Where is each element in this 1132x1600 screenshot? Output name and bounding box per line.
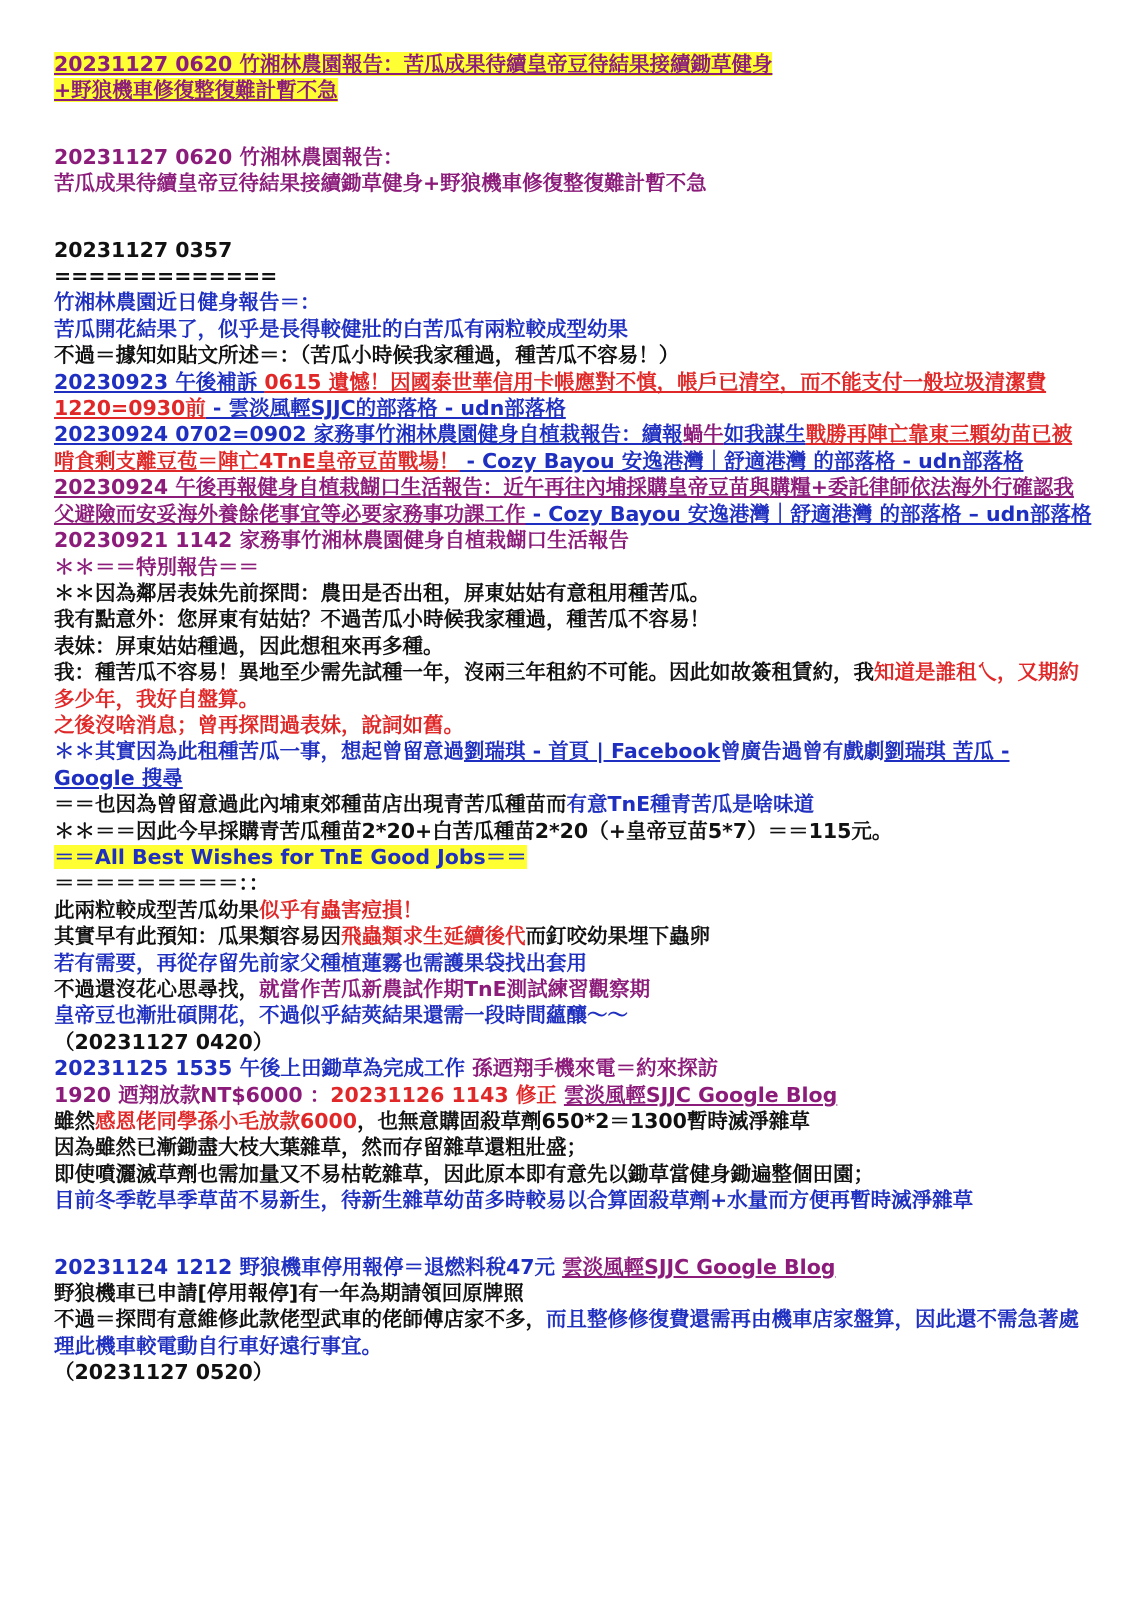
paragraph-line [54, 1082, 1092, 1108]
paragraph-line: 我有點意外：您屏東有姑姑？不過苦瓜小時候我家種過，種苦瓜不容易！ [54, 607, 710, 632]
divider: ============= [54, 264, 278, 289]
paragraph-line [54, 1055, 1092, 1081]
best-wishes-text: ＝＝All Best Wishes for TnE Good Jobs＝＝ [54, 844, 527, 869]
paragraph-emphasis: 而且整修修復費還需再由機車店家盤算，因此還不需急著處理此機車較電動自行車好遠行事宜。 [54, 1307, 1079, 1358]
paragraph-emphasis: 有意TnE種青苦瓜是啥味道 [566, 792, 815, 817]
blog-link-2-part-b[interactable]: 蝸牛 [682, 422, 724, 447]
blog-link-1[interactable] [54, 369, 1092, 422]
paragraph-emphasis: 孫迺翔手機來電＝約來探訪 [472, 1056, 719, 1081]
report-subheading: 苦瓜成果待續皇帝豆待結果接續鋤草健身+野狼機車修復整復難計暫不急 [54, 171, 707, 196]
paragraph-emphasis: 飛蟲類求生延續後代 [341, 924, 526, 949]
spacer [54, 104, 1092, 144]
blog-link-1-date[interactable]: 20230923 午後補訴 [54, 369, 265, 394]
spacer [54, 197, 1092, 237]
paragraph-emphasis: 20231126 1143 修正 [330, 1082, 557, 1107]
title-link-cont[interactable]: +野狼機車修復整復難計暫不急 [54, 78, 338, 103]
paragraph-line: 表妹：屏東姑姑種過，因此想租來再多種。 [54, 633, 444, 658]
paragraph-line [54, 976, 1092, 1002]
paragraph-line [54, 1108, 1092, 1134]
paragraph-text: 不過＝探問有意維修此款佬型武車的佬師傅店家不多， [54, 1307, 546, 1332]
google-blog-link[interactable]: 雲淡風輕SJJC Google Blog [563, 1082, 838, 1107]
paragraph-line: 野狼機車已申請[停用報停]有一年為期請領回原牌照 [54, 1281, 524, 1306]
paragraph-text: 不過還沒花心思尋找， [54, 977, 259, 1001]
facebook-link[interactable]: 劉瑞琪 - 首頁 | Facebook [464, 739, 721, 764]
paragraph-line: 皇帝豆也漸壯碩開花，不過似乎結莢結果還需一段時間蘊釀～～ [54, 1003, 628, 1028]
paragraph-text: 雖然 [54, 1109, 95, 1134]
paragraph-line [54, 897, 1092, 923]
timestamp: 20231127 0357 [54, 237, 233, 262]
title-line-1[interactable] [54, 51, 1092, 77]
spacer-text [557, 1083, 564, 1107]
paragraph-text: 而釘咬幼果埋下蟲卵 [525, 924, 710, 949]
paragraph-text: 20231124 1212 野狼機車停用報停＝退燃料稅47元 [54, 1254, 563, 1279]
paragraph-emphasis: 似乎有蟲害痘損！ [259, 897, 423, 922]
paragraph-line [54, 659, 1092, 712]
blog-link-2-source[interactable]: - Cozy Bayou 安逸港灣｜舒適港灣 的部落格 - udn部落格 [459, 448, 1024, 473]
blog-link-1-title[interactable]: 0615 遺憾！因國泰世華信用卡帳應對不慎，帳戶已清空，而不能支付一般垃圾清潔費1220=0930前 [54, 369, 1047, 421]
paragraph-line: 之後沒啥消息；曾再探問過表妹，說詞如舊。 [54, 712, 464, 737]
paragraph-line: 若有需要，再從存留先前家父種植蓮霧也需護果袋找出套用 [54, 950, 587, 975]
paragraph-text: ，也無意購固殺草劑650*2＝1300暫時滅淨雜草 [357, 1109, 810, 1134]
blog-link-3-source[interactable]: - Cozy Bayou 安逸港灣｜舒適港灣 的部落格 – udn部落格 [525, 501, 1092, 526]
blog-link-2-part-c[interactable]: 如我謀生 [723, 422, 806, 447]
paragraph-text: ＊＊其實因為此租種苦瓜一事，想起曾留意過 [54, 739, 464, 764]
special-report-label: ＊＊＝＝特別報告＝＝ [54, 554, 259, 579]
title-line-2[interactable] [54, 77, 1092, 103]
timestamp: （20231127 0420） [54, 1029, 274, 1054]
however-note: 不過＝據知如貼文所述＝：（苦瓜小時候我家種過，種苦瓜不容易！） [54, 343, 680, 368]
paragraph-line: 因為雖然已漸鋤盡大枝大葉雜草，然而存留雜草還粗壯盛； [54, 1135, 587, 1160]
paragraph-text: 此兩粒較成型苦瓜幼果 [54, 897, 259, 922]
paragraph-text: 其實早有此預知：瓜果類容易因 [54, 924, 341, 949]
blog-link-3[interactable] [54, 474, 1092, 527]
paragraph-line [54, 1254, 1092, 1280]
google-blog-link[interactable]: 雲淡風輕SJJC Google Blog [562, 1254, 836, 1279]
paragraph-emphasis: 就當作苦瓜新農試作期TnE測試練習觀察期 [259, 977, 651, 1001]
blog-link-2-part-a[interactable]: 20230924 0702=0902 家務事竹湘林農園健身自植栽報告：續報 [54, 422, 683, 447]
google-search-link[interactable]: 劉瑞琪 苦瓜 - Google 搜尋 [54, 739, 1010, 790]
blog-link-1-source[interactable]: - 雲淡風輕SJJC的部落格 - udn部落格 [205, 396, 566, 421]
paragraph-text: ＝＝也因為曾留意過此內埔東郊種苗店出現青苦瓜種苗而 [54, 792, 567, 817]
paragraph-text: 1920 迺翔放款NT$6000 ： [54, 1082, 331, 1107]
paragraph-line: ＊＊＝＝因此今早採購青苦瓜種苗2*20+白苦瓜種苗2*20（+皇帝豆苗5*7）＝＝115元。 [54, 818, 893, 843]
title-link[interactable]: 20231127 0620 竹湘林農園報告：苦瓜成果待續皇帝豆待結果接續鋤草健身 [54, 52, 773, 76]
bloom-report: 苦瓜開花結果了，似乎是長得較健壯的白苦瓜有兩粒較成型幼果 [54, 316, 628, 341]
blog-link-3-title[interactable]: 20230924 午後再報健身自植栽餬口生活報告：近午再往內埔採購皇帝豆苗與購糧+委託律師依法海外行確認我父避險而安妥海外養餘佬事宜等必要家務事功課工作 [54, 475, 1074, 526]
paragraph-line: 即使噴灑滅草劑也需加量又不易枯乾雜草，因此原本即有意先以鋤草當健身鋤遍整個田園； [54, 1161, 874, 1186]
paragraph-line [54, 923, 1092, 949]
paragraph-emphasis: 知道是誰租乀，又期約多少年，我好自盤算。 [54, 660, 1079, 711]
paragraph-line: ＊＊因為鄰居表妹先前探問：農田是否出租，屏東姑姑有意租用種苦瓜。 [54, 580, 710, 605]
spacer [54, 1214, 1092, 1254]
best-wishes [54, 844, 1092, 870]
paragraph-line [54, 738, 1092, 791]
paragraph-text: 曾廣告過曾有戲劇 [720, 739, 885, 764]
paragraph-line [54, 791, 1092, 817]
blog-link-2-part-d[interactable]: 戰勝再陣亡靠東三顆幼苗已被啃食剩支離豆苞＝陣亡4TnE皇帝豆苗戰場！ [54, 422, 1073, 473]
divider: ＝＝＝＝＝＝＝＝＝：： [54, 871, 270, 896]
paragraph-text: 20231125 1535 午後上田鋤草為完成工作 [54, 1056, 473, 1081]
paragraph-emphasis: 感恩佬同學孫小毛放款6000 [95, 1109, 358, 1134]
report-heading: 20231127 0620 竹湘林農園報告： [54, 144, 404, 169]
section-heading: 竹湘林農園近日健身報告＝： [54, 290, 321, 315]
timestamp: （20231127 0520） [54, 1360, 274, 1385]
paragraph-line: 目前冬季乾旱季草苗不易新生，待新生雜草幼苗多時較易以合算固殺草劑+水量而方便再暫時滅淨雜草 [54, 1188, 974, 1213]
paragraph-line [54, 1306, 1092, 1359]
special-report-title: 20230921 1142 家務事竹湘林農園健身自植栽餬口生活報告 [54, 528, 629, 553]
blog-link-2[interactable] [54, 421, 1092, 474]
paragraph-text: 我：種苦瓜不容易！異地至少需先試種一年，沒兩三年租約不可能。因此如故簽租賃約，我 [54, 660, 874, 685]
